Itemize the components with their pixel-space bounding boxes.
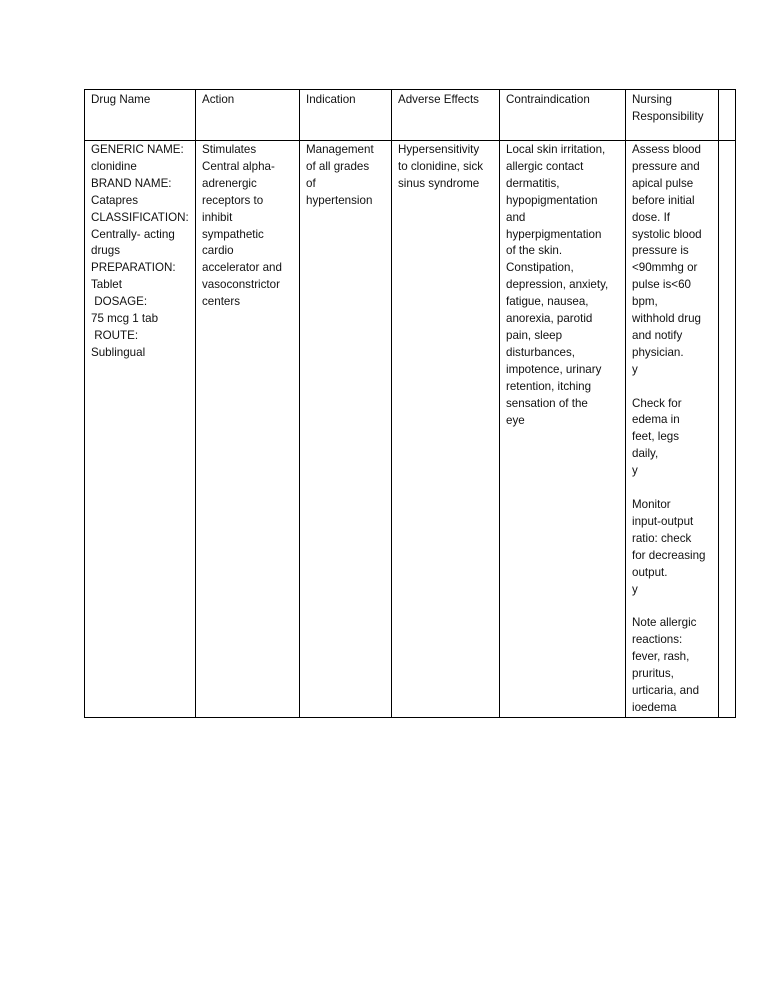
nursing-responsibility-line: dose. If	[632, 210, 671, 224]
drug-name-line: Tablet	[91, 278, 122, 292]
drug-name-line: GENERIC NAME:	[91, 143, 184, 156]
contraindication-line: hypopigmentation	[506, 193, 598, 207]
contraindication-line: fatigue, nausea,	[506, 295, 589, 309]
contraindication-line: and	[506, 210, 526, 224]
drug-name-line: 75 mcg 1 tab	[91, 312, 159, 326]
cell-blank	[719, 141, 736, 718]
cell-action	[196, 141, 300, 718]
drug-name-line: ROUTE:	[91, 328, 139, 342]
paragraph-gap	[632, 598, 714, 615]
contraindication-line: depression, anxiety,	[506, 278, 609, 292]
nursing-responsibility-line: Check for	[632, 396, 682, 410]
nursing-responsibility-line: for decreasing	[632, 548, 706, 562]
nursing-responsibility-line: bpm,	[632, 295, 658, 309]
nursing-responsibility-line: and notify	[632, 328, 683, 342]
contraindication-line: allergic contact	[506, 159, 584, 173]
nursing-responsibility-line: physician.	[632, 345, 684, 359]
nursing-responsibility-line: before initial	[632, 193, 695, 207]
contraindication-line: anorexia, parotid	[506, 312, 593, 326]
bullet-marker: y	[632, 582, 638, 596]
action-line: Stimulates	[202, 143, 257, 156]
drug-name-line: BRAND NAME:	[91, 176, 172, 190]
drug-name-line: PREPARATION:	[91, 261, 176, 275]
adverse-effect-line: sinus syndrome	[398, 176, 480, 190]
nursing-responsibility-line: ratio: check	[632, 531, 692, 545]
cell-contraindication	[500, 141, 626, 718]
contraindication-line: dermatitis,	[506, 176, 560, 190]
bullet-marker: y	[632, 464, 638, 478]
action-line: sympathetic	[202, 227, 264, 241]
cell-adverse-effects	[392, 141, 500, 718]
contraindication-line: eye	[506, 413, 525, 427]
drug-name-line: CLASSIFICATION:	[91, 210, 189, 224]
action-line: receptors to	[202, 193, 264, 207]
contraindication-line: Constipation,	[506, 261, 574, 275]
indication-line: hypertension	[306, 193, 373, 207]
contraindication-line: disturbances,	[506, 345, 575, 359]
drug-name-line: drugs	[91, 244, 121, 258]
nursing-responsibility-line: output.	[632, 565, 668, 579]
action-line: accelerator and	[202, 261, 282, 275]
action-line: centers	[202, 295, 241, 309]
indication-line: Management	[306, 143, 374, 156]
adverse-effect-line: to clonidine, sick	[398, 159, 484, 173]
drug-name-line: clonidine	[91, 159, 137, 173]
nursing-responsibility-line: pruritus,	[632, 667, 674, 681]
header-adverse-effects: Adverse Effects	[392, 90, 500, 141]
contraindication-line: retention, itching	[506, 379, 592, 393]
nursing-responsibility-line: pressure is	[632, 244, 689, 258]
nursing-responsibility-line: edema in	[632, 413, 680, 427]
cell-nursing-responsibility	[626, 141, 719, 718]
drug-study-table	[84, 89, 736, 718]
indication-line: of	[306, 176, 316, 190]
contraindication-line: pain, sleep	[506, 328, 563, 342]
cell-indication	[300, 141, 392, 718]
header-indication: Indication	[300, 90, 392, 141]
header-action: Action	[196, 90, 300, 141]
nursing-responsibility-line: urticaria, and	[632, 683, 700, 697]
nursing-responsibility-line: Assess blood	[632, 143, 701, 156]
contraindication-line: of the skin.	[506, 244, 563, 258]
table-row	[85, 141, 736, 718]
nursing-responsibility-line: pulse is<60	[632, 278, 691, 292]
drug-name-line: Catapres	[91, 193, 139, 207]
nursing-responsibility-line: ioedema	[632, 700, 677, 714]
contraindication-line: Local skin irritation,	[506, 143, 606, 156]
nursing-responsibility-line: systolic blood	[632, 227, 702, 241]
nursing-responsibility-line: apical pulse	[632, 176, 694, 190]
nursing-responsibility-line: withhold drug	[632, 312, 701, 326]
header-blank	[719, 90, 736, 141]
nursing-responsibility-line: daily,	[632, 447, 659, 461]
header-drug-name: Drug Name	[85, 90, 196, 141]
contraindication-line: impotence, urinary	[506, 362, 602, 376]
table-header-row	[85, 90, 736, 141]
drug-name-line: Centrally- acting	[91, 227, 175, 241]
drug-name-line: Sublingual	[91, 345, 146, 359]
nursing-responsibility-line: <90mmhg or	[632, 261, 698, 275]
header-nursing-responsibility: Nursing Responsibility	[626, 90, 719, 141]
nursing-responsibility-line: feet, legs	[632, 430, 680, 444]
action-line: cardio	[202, 244, 234, 258]
contraindication-line: sensation of the	[506, 396, 588, 410]
adverse-effect-line: Hypersensitivity	[398, 143, 480, 156]
header-contraindication: Contraindication	[500, 90, 626, 141]
nursing-responsibility-line: Monitor	[632, 498, 671, 511]
action-line: vasoconstrictor	[202, 278, 280, 292]
cell-drug-name	[85, 141, 196, 718]
nursing-responsibility-line: input-output	[632, 514, 694, 528]
nursing-responsibility-line: pressure and	[632, 159, 700, 173]
paragraph-gap	[632, 379, 714, 396]
paragraph-gap	[632, 480, 714, 497]
drug-name-line: DOSAGE:	[91, 295, 148, 309]
nursing-responsibility-line: Note allergic	[632, 616, 697, 630]
action-line: adrenergic	[202, 176, 257, 190]
action-line: Central alpha-	[202, 159, 275, 173]
bullet-marker: y	[632, 362, 638, 376]
action-line: inhibit	[202, 210, 233, 224]
indication-line: of all grades	[306, 159, 370, 173]
nursing-responsibility-line: reactions:	[632, 633, 683, 647]
contraindication-line: hyperpigmentation	[506, 227, 602, 241]
nursing-responsibility-line: fever, rash,	[632, 650, 690, 664]
